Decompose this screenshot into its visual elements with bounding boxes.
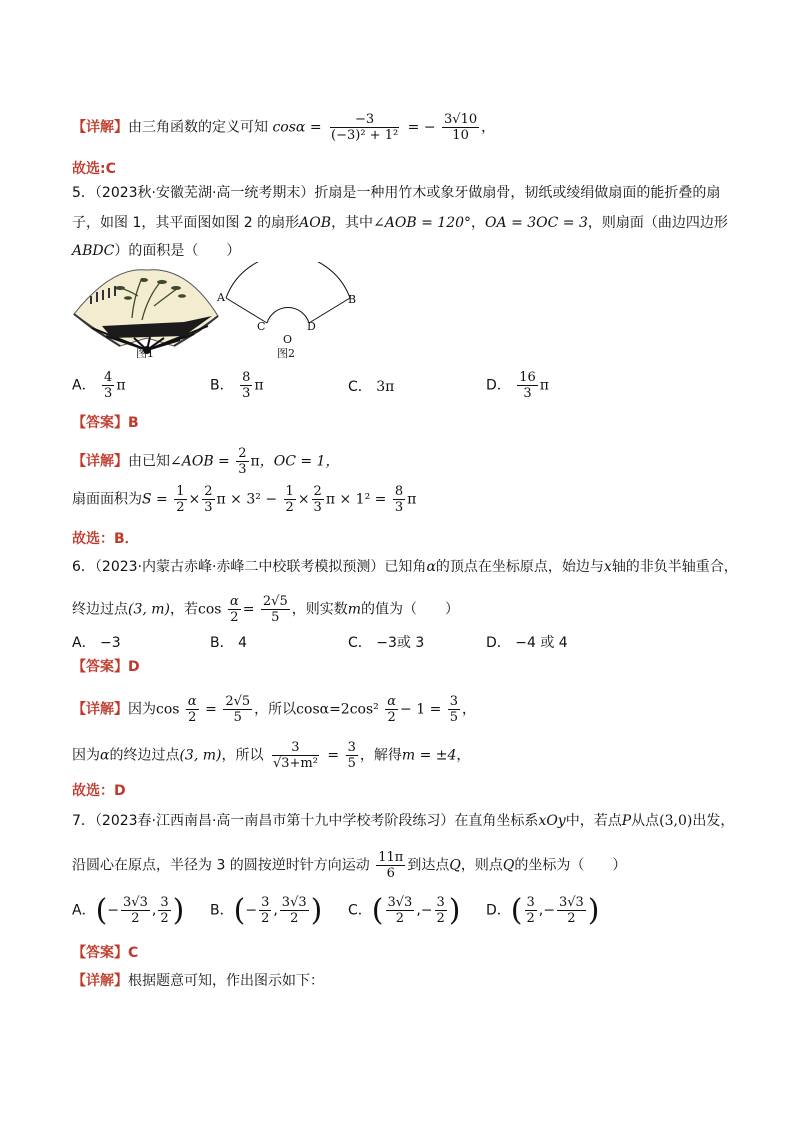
letter: C． xyxy=(348,379,372,395)
math: (3, m) xyxy=(179,747,222,764)
math: xOy xyxy=(538,813,566,829)
math: − 1 = xyxy=(400,701,442,718)
detail-6-a: 【详解】因为cos $\frac{\alpha}{2}$ = $\frac{2√5}{5}$ ，所以cosα=2cos² $\frac{\alpha}{2}$ − 1 = $\frac{3}{5}$ ， xyxy=(72,694,477,725)
sign: − xyxy=(543,902,555,919)
math: ∠AOB = xyxy=(170,453,230,470)
text: ，则实数 xyxy=(291,601,348,618)
den: 3 xyxy=(104,386,113,401)
num: 2√5 xyxy=(225,694,251,709)
sign: − xyxy=(420,902,433,919)
paren: ) xyxy=(587,892,600,928)
fraction xyxy=(174,484,186,515)
math: α xyxy=(426,559,436,575)
text: 子，如图 1，其平面图如图 2 的扇形 xyxy=(72,215,300,231)
fraction xyxy=(328,112,401,143)
math: ，OC = 1， xyxy=(259,453,340,470)
answer-value: D xyxy=(128,659,140,675)
fraction xyxy=(435,895,447,926)
q7-line-b xyxy=(72,850,734,881)
choose-b: 故选：B． xyxy=(72,531,139,547)
times: × xyxy=(297,491,310,508)
math: π × 1² = xyxy=(325,491,387,508)
pi: π xyxy=(254,377,264,394)
q6-option-d[interactable] xyxy=(486,632,568,652)
detail-6-b: 因为α的终边过点(3, m)，所以 $\frac{3}{\text{√3+m²}}$ = $\frac{3}{5}$ ，解得m = ±4， xyxy=(72,740,471,771)
text: 的终边过点 xyxy=(109,747,180,764)
detail-tag: 【详解】 xyxy=(72,701,128,718)
area-5 xyxy=(72,484,734,515)
pi: π xyxy=(539,377,549,394)
choose-c: 故选:C xyxy=(72,161,116,177)
den: 3 xyxy=(523,386,532,401)
point-o: O xyxy=(283,333,293,346)
value: 4 xyxy=(238,635,247,651)
q5-line-a: 5．（2023秋·安徽芜湖·高一统考期末）折扇是一种用竹木或象牙做扇骨，韧纸或绫绢做扇面的能折叠的扇 xyxy=(72,185,721,201)
sign: − xyxy=(245,902,258,919)
den: 2 xyxy=(188,710,197,725)
paren: ( xyxy=(95,892,108,928)
num: 4 xyxy=(104,370,113,385)
value: −4 或 4 xyxy=(515,635,568,651)
fraction xyxy=(270,740,321,771)
q5-option-b[interactable] xyxy=(210,370,264,401)
num: 16 xyxy=(519,370,536,385)
den: 5 xyxy=(347,756,356,771)
text: 7．（2023春·江西南昌·高一南昌市第十九中学校考阶段练习）在直角坐标系 xyxy=(72,813,539,829)
detail-7 xyxy=(72,970,734,992)
math: OA = 3OC = 3 xyxy=(485,215,588,231)
eq: = xyxy=(242,601,255,618)
q5-option-d[interactable] xyxy=(486,370,549,401)
q6-line-a xyxy=(72,556,738,578)
q7-option-b[interactable]: B．(− $\frac{3}{2}$ , $\frac{3√3}{2}$ ) xyxy=(210,892,323,928)
letter: B． xyxy=(210,635,234,651)
times: × xyxy=(188,491,201,508)
letter: B． xyxy=(210,377,234,394)
num: α xyxy=(229,594,239,609)
choose-d: 故选：D xyxy=(72,783,126,799)
letter: A． xyxy=(72,377,96,394)
text: 从点 xyxy=(631,813,660,829)
punct: ， xyxy=(481,119,496,136)
text: 沿圆心在原点，半径为 3 的圆按逆时针方向运动 xyxy=(72,857,370,874)
den: 3 xyxy=(238,462,247,477)
detail-line-1: 【详解】由三角函数的定义可知 cosα = $\frac{-3}{\text{(−3)² + 1²}}$ = − $\frac{3√10}{10}$ ， xyxy=(72,112,496,143)
num: α xyxy=(187,694,197,709)
fraction xyxy=(385,694,398,725)
num: 3√3 xyxy=(387,895,413,910)
num: 3 xyxy=(436,895,445,910)
text: ，则扇面（曲边四边形 xyxy=(587,215,728,231)
num: 8 xyxy=(242,370,251,385)
fraction xyxy=(284,484,296,515)
text: 的值为（ ） xyxy=(361,601,460,618)
den: 3 xyxy=(242,386,251,401)
paren: ) xyxy=(310,892,323,928)
fraction xyxy=(376,850,405,881)
detail-tag: 【详解】 xyxy=(72,453,128,470)
letter: D． xyxy=(486,902,511,919)
text: 根据题意可知，作出图示如下： xyxy=(128,973,324,989)
paren: ) xyxy=(172,892,185,928)
den: 5 xyxy=(449,710,459,725)
num: 3 xyxy=(261,895,270,910)
text: ，所以 xyxy=(254,701,297,718)
answer-value: C xyxy=(128,945,139,961)
text: 到达点 xyxy=(407,857,450,874)
num: 3 xyxy=(526,895,535,910)
math: ABDC xyxy=(72,243,115,259)
math: ∠AOB = 120° xyxy=(373,215,472,231)
eq: = − xyxy=(407,119,436,136)
fraction xyxy=(121,895,150,926)
q7-option-a[interactable]: A．(− $\frac{3√3}{2}$ , $\frac{3}{2}$ ) xyxy=(72,892,185,928)
den: 2 xyxy=(567,911,576,926)
pi: π xyxy=(407,491,417,508)
den: 2 xyxy=(387,710,396,725)
value: −3 xyxy=(100,635,121,651)
text: 由三角函数的定义可知 xyxy=(128,119,268,136)
fraction xyxy=(280,895,309,926)
q5-option-c[interactable] xyxy=(348,376,394,396)
den: 3 xyxy=(313,500,322,515)
detail-5 xyxy=(72,446,734,477)
math: (3,0) xyxy=(659,813,693,829)
text: 扇面面积为 xyxy=(72,491,142,508)
q6-option-b[interactable] xyxy=(210,632,247,652)
point-c: C xyxy=(257,320,266,333)
den: 2 xyxy=(436,911,445,926)
math: P xyxy=(621,813,632,829)
text: 的顶点在坐标原点，始边与 xyxy=(435,559,604,575)
math: cos xyxy=(156,701,180,718)
num: 3 xyxy=(160,895,169,910)
fraction xyxy=(259,895,271,926)
num: −3 xyxy=(355,112,375,127)
math: α xyxy=(100,747,110,764)
math: (3, m) xyxy=(128,601,171,618)
math: cos xyxy=(198,601,222,618)
detail-tag: 【详解】 xyxy=(72,119,128,136)
text: 出发， xyxy=(692,813,735,829)
text: ）的面积是（ ） xyxy=(114,243,241,259)
pi: π xyxy=(116,377,126,394)
fraction xyxy=(228,594,241,625)
answer-tag: 【答案】 xyxy=(72,945,128,961)
letter: D． xyxy=(486,377,511,394)
q5-option-a[interactable] xyxy=(72,370,126,401)
answer-tag: 【答案】 xyxy=(72,659,128,675)
detail-tag: 【详解】 xyxy=(72,973,128,989)
fraction xyxy=(240,370,252,401)
fraction xyxy=(261,594,290,625)
point-d: D xyxy=(307,320,316,333)
letter: A． xyxy=(72,635,96,651)
answer-6 xyxy=(72,656,734,678)
den: (−3)² + 1² xyxy=(331,128,399,143)
den: 5 xyxy=(271,610,280,625)
paren: ( xyxy=(371,892,384,928)
fraction xyxy=(223,694,252,725)
num: 1 xyxy=(285,484,294,499)
num: 8 xyxy=(394,484,404,499)
math: Q xyxy=(502,857,515,874)
letter: B． xyxy=(210,902,234,919)
math: cosα xyxy=(272,119,306,136)
paren: ) xyxy=(448,892,461,928)
num: 11π xyxy=(378,850,404,865)
math: π × 3² − xyxy=(216,491,278,508)
answer-5 xyxy=(72,412,734,434)
math: S = xyxy=(142,491,168,508)
num: 2√5 xyxy=(262,594,288,609)
fraction xyxy=(557,895,586,926)
den: 2 xyxy=(290,911,299,926)
answer-value: B xyxy=(128,415,139,431)
den: 6 xyxy=(386,866,395,881)
den: 10 xyxy=(452,128,469,143)
fraction xyxy=(186,694,199,725)
q7-option-c[interactable]: C．( $\frac{3√3}{2}$ ,− $\frac{3}{2}$ ) xyxy=(348,892,461,928)
fig2-label: 图2 xyxy=(277,347,295,360)
num: 3 xyxy=(291,740,300,755)
text: ，则点 xyxy=(460,857,503,874)
text: 由已知 xyxy=(128,453,170,470)
answer-7 xyxy=(72,942,734,964)
den: 2 xyxy=(230,610,239,625)
fraction xyxy=(525,895,537,926)
den xyxy=(270,756,321,771)
q7-option-d[interactable]: D．( $\frac{3}{2}$ ,− $\frac{3√3}{2}$ ) xyxy=(486,892,600,928)
den: 5 xyxy=(233,710,242,725)
value: 3π xyxy=(376,379,395,395)
paren: ( xyxy=(233,892,246,928)
fig1-label: 图1 xyxy=(136,347,154,360)
num: 2 xyxy=(204,484,213,499)
math: m xyxy=(347,601,362,618)
fraction xyxy=(158,895,170,926)
den: 2 xyxy=(526,911,535,926)
fraction xyxy=(448,694,460,725)
fraction xyxy=(346,740,358,771)
math: x xyxy=(603,559,612,575)
q5-line-c xyxy=(72,240,734,262)
sqrt: √3+m² xyxy=(272,756,318,771)
paren: ( xyxy=(510,892,523,928)
q6-line-b xyxy=(72,594,734,625)
fraction xyxy=(102,370,114,401)
den: 2 xyxy=(176,500,185,515)
den: 2 xyxy=(285,500,294,515)
num: 3√10 xyxy=(444,112,478,127)
math: cosα=2cos² xyxy=(296,701,379,718)
text: 的坐标为（ ） xyxy=(514,857,627,874)
pi: π xyxy=(250,453,260,470)
num: 3√3 xyxy=(558,895,584,910)
q6-option-a[interactable] xyxy=(72,632,121,652)
num: 2 xyxy=(238,446,247,461)
q6-option-c[interactable] xyxy=(348,632,424,652)
q7-line-a xyxy=(72,810,734,832)
den-b: + 1 xyxy=(369,128,393,143)
text: 轴的非负半轴重合， xyxy=(611,559,738,575)
den: 2 xyxy=(131,911,140,926)
num: 3√3 xyxy=(123,895,148,910)
value: −3或 3 xyxy=(376,635,425,651)
num: 3 xyxy=(347,740,356,755)
fraction xyxy=(236,446,248,477)
text: 中，若点 xyxy=(565,813,622,829)
point-b: B xyxy=(348,293,357,306)
fraction xyxy=(442,112,479,143)
num: 3 xyxy=(449,694,459,709)
fraction xyxy=(312,484,324,515)
punct: ， xyxy=(462,701,477,718)
math: Q xyxy=(449,857,461,874)
den: 3 xyxy=(394,500,404,515)
math: AOB xyxy=(299,215,332,231)
den: 2 xyxy=(160,911,169,926)
fraction xyxy=(393,484,405,515)
math: m = ±4 xyxy=(401,747,457,764)
num: α xyxy=(387,694,397,709)
text: ，所以 xyxy=(221,747,264,764)
answer-tag: 【答案】 xyxy=(72,415,128,431)
sign: − xyxy=(107,902,120,919)
text: ，若 xyxy=(170,601,199,618)
text: 6．（2023·内蒙古赤峰·赤峰二中校联考模拟预测）已知角 xyxy=(72,559,427,575)
num: 2 xyxy=(313,484,322,499)
text: ，解得 xyxy=(359,747,402,764)
point-a: A xyxy=(217,291,225,304)
fraction xyxy=(517,370,538,401)
fraction xyxy=(386,895,415,926)
letter: C． xyxy=(348,902,372,919)
text: ，其中 xyxy=(331,215,374,231)
letter: D． xyxy=(486,635,511,651)
den-a: (−3) xyxy=(331,128,361,143)
text: 因为 xyxy=(72,747,100,764)
num: 3√3 xyxy=(281,895,307,910)
punct: ， xyxy=(456,747,471,764)
letter: C． xyxy=(348,635,372,651)
q5-line-b xyxy=(72,212,734,234)
den: 2 xyxy=(261,911,270,926)
fraction xyxy=(202,484,214,515)
text: 终边过点 xyxy=(72,601,128,618)
den: 2 xyxy=(395,911,405,926)
letter: A． xyxy=(72,902,96,919)
text: 因为 xyxy=(128,701,156,718)
text: ， xyxy=(471,215,486,231)
den: 3 xyxy=(204,500,213,515)
num: 1 xyxy=(176,484,185,499)
